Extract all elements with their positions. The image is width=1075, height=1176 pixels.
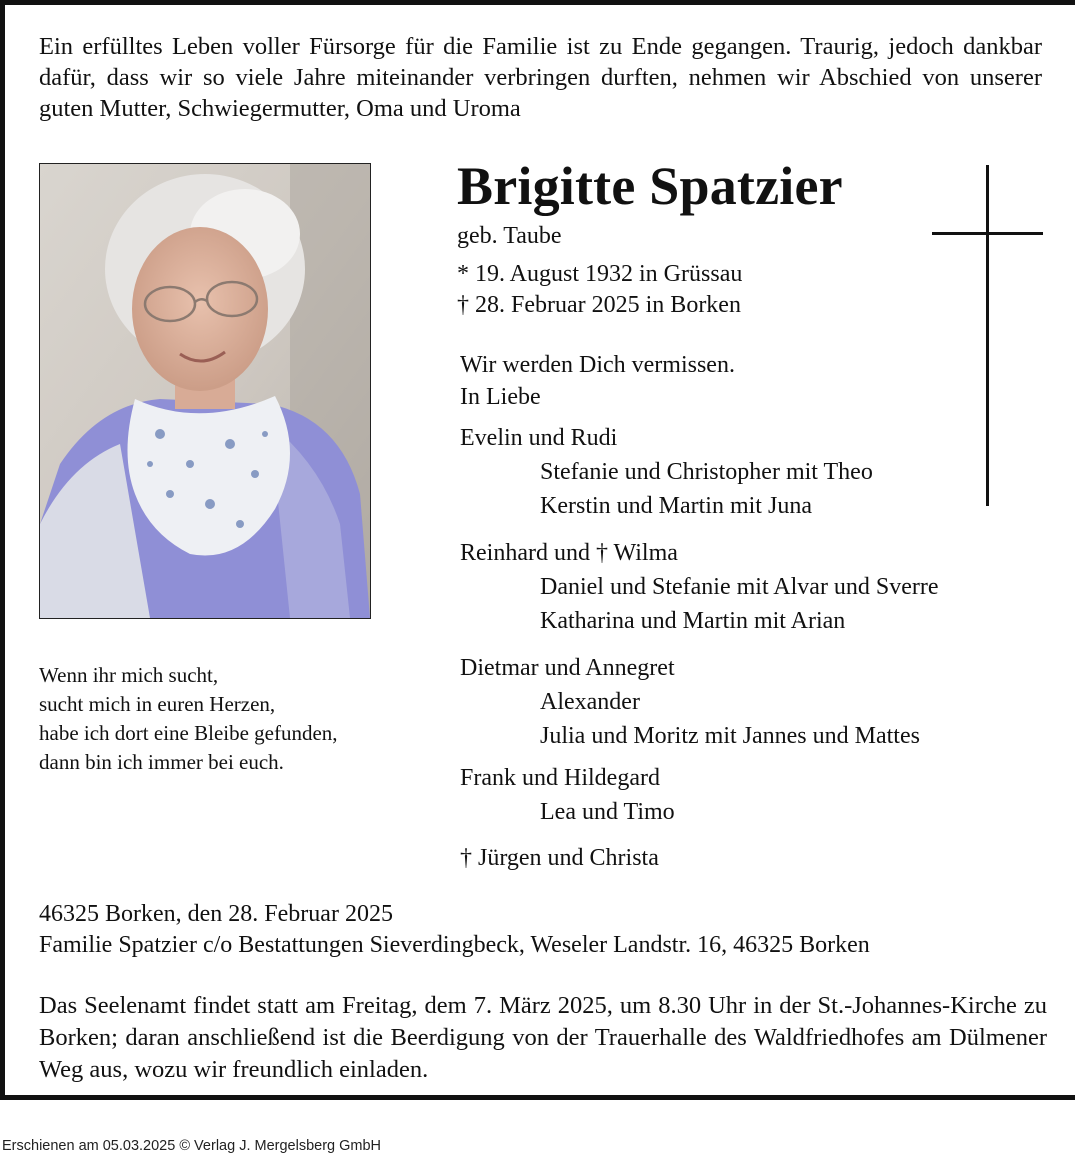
birth-name: geb. Taube bbox=[457, 223, 562, 249]
mourner-head: Dietmar und Annegret bbox=[460, 655, 675, 681]
portrait-photo bbox=[39, 163, 371, 619]
farewell-signoff: In Liebe bbox=[460, 384, 541, 410]
poem-line: Wenn ihr mich sucht, bbox=[39, 663, 219, 687]
mourner-group bbox=[460, 652, 939, 753]
mourner-member: Lea und Timo bbox=[540, 799, 675, 825]
mourner-head: Reinhard und † Wilma bbox=[460, 540, 678, 566]
poem-line: sucht mich in euren Herzen, bbox=[39, 692, 276, 716]
life-dates bbox=[457, 259, 742, 321]
mourner-member: Kerstin und Martin mit Juna bbox=[540, 493, 812, 519]
mourners-list bbox=[460, 349, 939, 875]
mourner-member: Julia und Moritz mit Jannes und Mattes bbox=[540, 723, 920, 749]
address-block bbox=[39, 899, 870, 961]
mourner-group bbox=[460, 422, 939, 523]
death-date: † 28. Februar 2025 in Borken bbox=[457, 292, 741, 318]
mourner-group bbox=[460, 537, 939, 638]
family-address: Familie Spatzier c/o Bestattungen Sieverdingbeck, Weseler Landstr. 16, 46325 Borken bbox=[39, 932, 870, 958]
service-info: Das Seelenamt findet statt am Freitag, dem 7. März 2025, um 8.30 Uhr in der St.-Johannes-Kirche zu Borken; daran anschließend ist die Beerdigung von der Trauerhalle des Waldfriedhofes am Dülmener Weg aus, wozu wir freundlich einladen. bbox=[39, 992, 1047, 1083]
poem-line: dann bin ich immer bei euch. bbox=[39, 750, 284, 774]
mourner-head: † Jürgen und Christa bbox=[460, 845, 659, 871]
poem bbox=[39, 661, 338, 777]
publication-footer: Erschienen am 05.03.2025 © Verlag J. Mergelsberg GmbH bbox=[2, 1138, 382, 1154]
mourner-member: Daniel und Stefanie mit Alvar und Sverre bbox=[540, 574, 939, 600]
mourner-member: Katharina und Martin mit Arian bbox=[540, 608, 846, 634]
mourner-member: Stefanie und Christopher mit Theo bbox=[540, 459, 873, 485]
poem-line: habe ich dort eine Bleibe gefunden, bbox=[39, 721, 338, 745]
mourner-group bbox=[460, 762, 939, 829]
birth-date: * 19. August 1932 in Grüssau bbox=[457, 261, 743, 287]
farewell-message: Wir werden Dich vermissen. bbox=[460, 352, 735, 378]
intro-text: Ein erfülltes Leben voller Fürsorge für die Familie ist zu Ende gegangen. Traurig, jedoch dankbar dafür, dass wir so viele Jahre miteinander verbringen durften, nehmen wir Abschied von unserer guten Mutter, Schwiegermutter, Oma und Uroma bbox=[39, 33, 1042, 122]
deceased-name: Brigitte Spatzier bbox=[457, 156, 843, 216]
mourner-head: Frank und Hildegard bbox=[460, 765, 660, 791]
mourner-head: Evelin und Rudi bbox=[460, 425, 618, 451]
place-date: 46325 Borken, den 28. Februar 2025 bbox=[39, 901, 393, 927]
mourner-member: Alexander bbox=[540, 689, 640, 715]
